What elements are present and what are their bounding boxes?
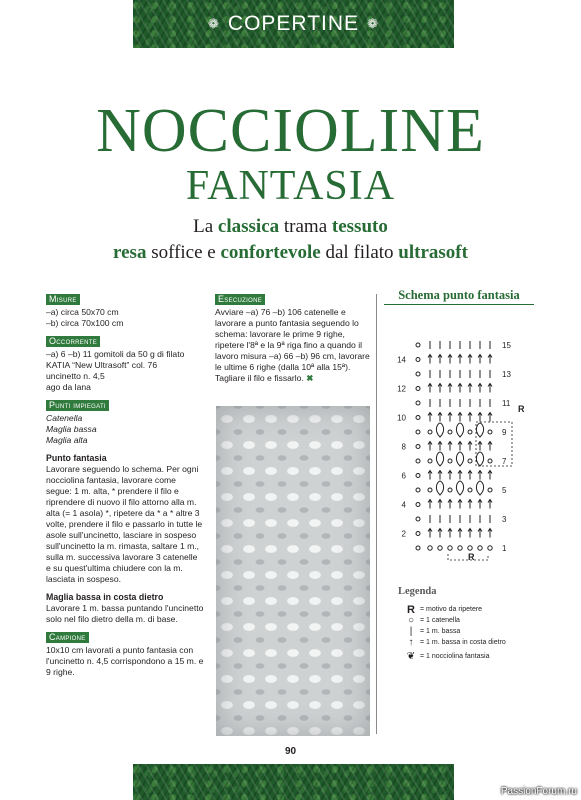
row-label: 4	[401, 500, 406, 510]
row-label: 10	[397, 413, 406, 423]
row-label: 14	[397, 355, 406, 365]
watermark: PassionForum.ru	[500, 786, 577, 797]
chain-mark	[416, 488, 420, 492]
row-label: 2	[401, 529, 406, 539]
chain-mark	[428, 430, 432, 434]
chain-mark	[428, 488, 432, 492]
chain-mark	[448, 488, 452, 492]
occorrente-tag: Occorrente	[46, 336, 100, 347]
title-main: NOCCIOLINE	[96, 97, 485, 165]
chain-mark	[488, 430, 492, 434]
esecuzione-text: Avviare –a) 76 –b) 106 catenelle e lavorare a punto fantasia seguendo lo schema: lavorare le prime 9 righe, ripetere l'8ª e la 9ª riga fino a quando il lavoro misura –a) 66 –b) 96 cm, lavorare le ultime 6 righe (dalla 10ª alla 15ª). Tagliare il filo e fissarlo. ✖	[215, 307, 370, 383]
nocciolina-mark	[436, 423, 443, 437]
misure-tag: Misure	[46, 294, 80, 305]
chain-mark	[416, 430, 420, 434]
nocciolina-mark	[476, 423, 483, 437]
chain-mark	[416, 343, 420, 347]
chain-mark	[416, 372, 420, 376]
row-label: 13	[502, 370, 511, 379]
chain-mark	[468, 430, 472, 434]
chain-mark	[488, 459, 492, 463]
chain-mark	[448, 546, 452, 550]
maglia-bassa-block: Maglia bassa in costa dietro Lavorare 1 m. bassa puntando l'uncinetto solo nel filo dietro della m. di base.	[46, 592, 204, 624]
chain-mark	[428, 546, 432, 550]
chain-mark	[416, 532, 420, 536]
row-label: 1	[502, 544, 507, 553]
nocciolina-mark	[436, 452, 443, 466]
flower-icon: ❁	[367, 16, 379, 31]
chain-mark	[428, 459, 432, 463]
row-label: 11	[502, 399, 511, 408]
chain-mark	[416, 517, 420, 521]
row-label: 7	[502, 457, 507, 466]
nocciolina-mark	[456, 452, 463, 466]
end-mark-icon: ✖	[306, 373, 314, 383]
chain-mark	[416, 503, 420, 507]
nocciolina-mark	[456, 481, 463, 495]
row-label: 15	[502, 341, 511, 350]
chain-mark	[416, 546, 420, 550]
chain-mark	[416, 474, 420, 478]
middle-column	[215, 294, 373, 384]
page-number: 90	[284, 746, 297, 757]
legend	[402, 604, 542, 666]
nocciolina-mark	[456, 423, 463, 437]
campione-block: Campione 10x10 cm lavorati a punto fantasia con l'uncinetto n. 4,5 corrispondono a 15 m. e 9 righe.	[46, 632, 204, 677]
chain-mark	[468, 459, 472, 463]
legend-item-single: | = 1 m. bassa	[402, 626, 542, 637]
chain-mark	[478, 546, 482, 550]
chain-mark	[438, 546, 442, 550]
legend-item-repeat: R = motivo da ripetere	[407, 603, 483, 616]
row-label: 12	[397, 384, 406, 394]
punti-tag: Punti impiegati	[46, 400, 109, 411]
row-label: 5	[502, 486, 507, 495]
chain-mark	[448, 459, 452, 463]
chain-mark	[488, 546, 492, 550]
blanket-photo	[216, 406, 370, 736]
legend-item-chain: ○ = 1 catenella	[402, 615, 542, 626]
section-title: COPERTINE	[227, 12, 360, 35]
row-label: 9	[502, 428, 507, 437]
chain-mark	[458, 546, 462, 550]
chain-mark	[416, 358, 420, 362]
back-loop-icon: ↑	[408, 636, 414, 648]
header-band	[133, 0, 454, 48]
repeat-label-bottom: R	[468, 552, 475, 562]
chain-mark	[416, 416, 420, 420]
subtitle: La classica trama tessuto resa soffice e confortevole dal filato ultrasoft	[113, 216, 468, 263]
chain-mark	[416, 459, 420, 463]
row-label: 8	[401, 442, 406, 452]
nocciolina-mark	[436, 481, 443, 495]
esecuzione-tag: Esecuzione	[215, 294, 265, 305]
schema-rule	[384, 304, 534, 305]
footer-band	[133, 764, 454, 800]
nocciolina-mark	[476, 481, 483, 495]
chain-mark	[416, 445, 420, 449]
chain-mark	[468, 488, 472, 492]
title-sub: FANTASIA	[185, 163, 396, 209]
punto-fantasia-block: Punto fantasia Lavorare seguendo lo schema. Per ogni nocciolina fantasia, lavorare come segue: 1 m. alta, * prendere il filo e riprendere di nuovo il filo attorno alla m. alta (= 1 asola) *, ripetere da * a * altre 3 volte, prendere il filo e passarlo in tutte le asole sull'uncinetto, lasciare in sospeso sull'uncinetto la m. rimasta, saltare 1 m., sulla m. successiva lavorare 3 catenelle e su quest'ultima chiudere con la m. lasciata in sospeso.	[46, 453, 203, 584]
occorrente-block: Occorrente –a) 6 –b) 11 gomitoli da 50 g di filato KATIA “New Ultrasoft” col. 76 uncinetto n. 4,5 ago da lana	[46, 336, 185, 392]
legend-title: Legenda	[398, 586, 437, 597]
chain-mark	[416, 387, 420, 391]
single-crochet-icon: |	[409, 625, 413, 637]
flower-icon: ❁	[208, 16, 220, 31]
nocciolina-mark	[476, 452, 483, 466]
campione-tag: Campione	[46, 632, 89, 643]
legend-item-back-loop: ↑ = 1 m. bassa in costa dietro	[402, 637, 542, 648]
repeat-label-right: R	[518, 404, 525, 414]
section-label	[133, 10, 454, 38]
legend-item-nocciolina: ❦ = 1 nocciolina fantasia	[402, 648, 542, 666]
row-label: 3	[502, 515, 507, 524]
punti-block: Punti impiegati Catenella Maglia bassa Maglia alta	[46, 400, 204, 446]
misure-block: Misure –a) circa 50x70 cm –b) circa 70x100 cm	[46, 294, 124, 328]
nocciolina-icon: ❦	[406, 651, 416, 662]
crochet-chart	[392, 308, 542, 568]
chain-mark	[488, 488, 492, 492]
row-label: 6	[401, 471, 406, 481]
chain-mark	[416, 401, 420, 405]
chain-mark	[468, 546, 472, 550]
chain-icon: ○	[407, 614, 415, 626]
left-column	[46, 294, 204, 685]
chain-mark	[448, 430, 452, 434]
schema-title: Schema punto fantasia	[398, 288, 520, 302]
column-divider	[376, 294, 377, 734]
